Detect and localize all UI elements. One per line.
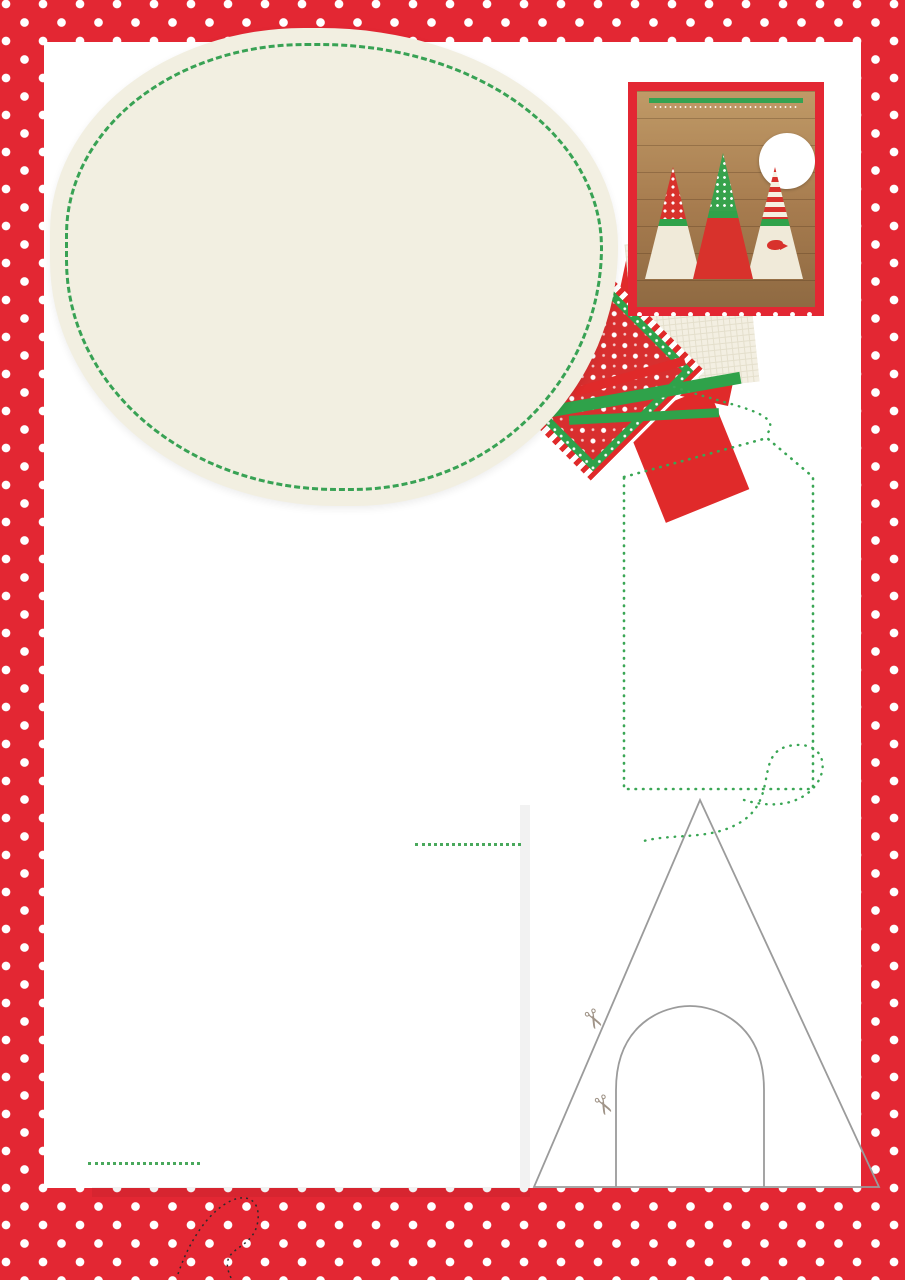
house-band xyxy=(693,211,753,218)
instructions-card xyxy=(82,795,520,1187)
scissors-icon: ✂ xyxy=(584,1088,622,1122)
dotted-thread-line xyxy=(415,843,521,846)
page-footer xyxy=(52,1198,60,1204)
house-roof xyxy=(693,153,753,211)
bumper-label-2 xyxy=(762,134,815,142)
template-drawing xyxy=(524,795,899,1195)
scissors-icon: ✂ xyxy=(574,1002,612,1036)
page-body xyxy=(44,42,861,1188)
house-ornaments xyxy=(637,151,815,279)
heart-icon xyxy=(762,134,815,142)
color-key xyxy=(618,433,820,797)
bird-icon xyxy=(767,240,783,250)
house-body xyxy=(747,226,803,279)
chart-logo xyxy=(582,779,598,781)
house-body xyxy=(645,226,701,279)
free-gift-badge xyxy=(50,28,618,506)
house-snowflake xyxy=(693,153,753,279)
badge-word-your xyxy=(50,43,617,73)
house-band xyxy=(747,219,803,226)
house-roof xyxy=(747,167,803,219)
house-joy xyxy=(645,167,701,279)
kit-caption-bullets xyxy=(653,105,799,110)
footer-thread-loop xyxy=(170,1178,300,1280)
badge-dashed-border xyxy=(65,43,603,491)
key-dotted-outline xyxy=(618,433,820,797)
kit-photo xyxy=(637,91,815,307)
house-roof xyxy=(645,167,701,219)
house-bird xyxy=(747,167,803,279)
stitch-kit-card xyxy=(628,82,824,316)
dotted-thread-line xyxy=(88,1162,200,1165)
bumper-label-1 xyxy=(762,134,815,142)
kit-title-banner xyxy=(649,98,803,103)
house-body xyxy=(693,218,753,279)
house-band xyxy=(645,219,701,226)
sewing-template xyxy=(524,795,899,1195)
